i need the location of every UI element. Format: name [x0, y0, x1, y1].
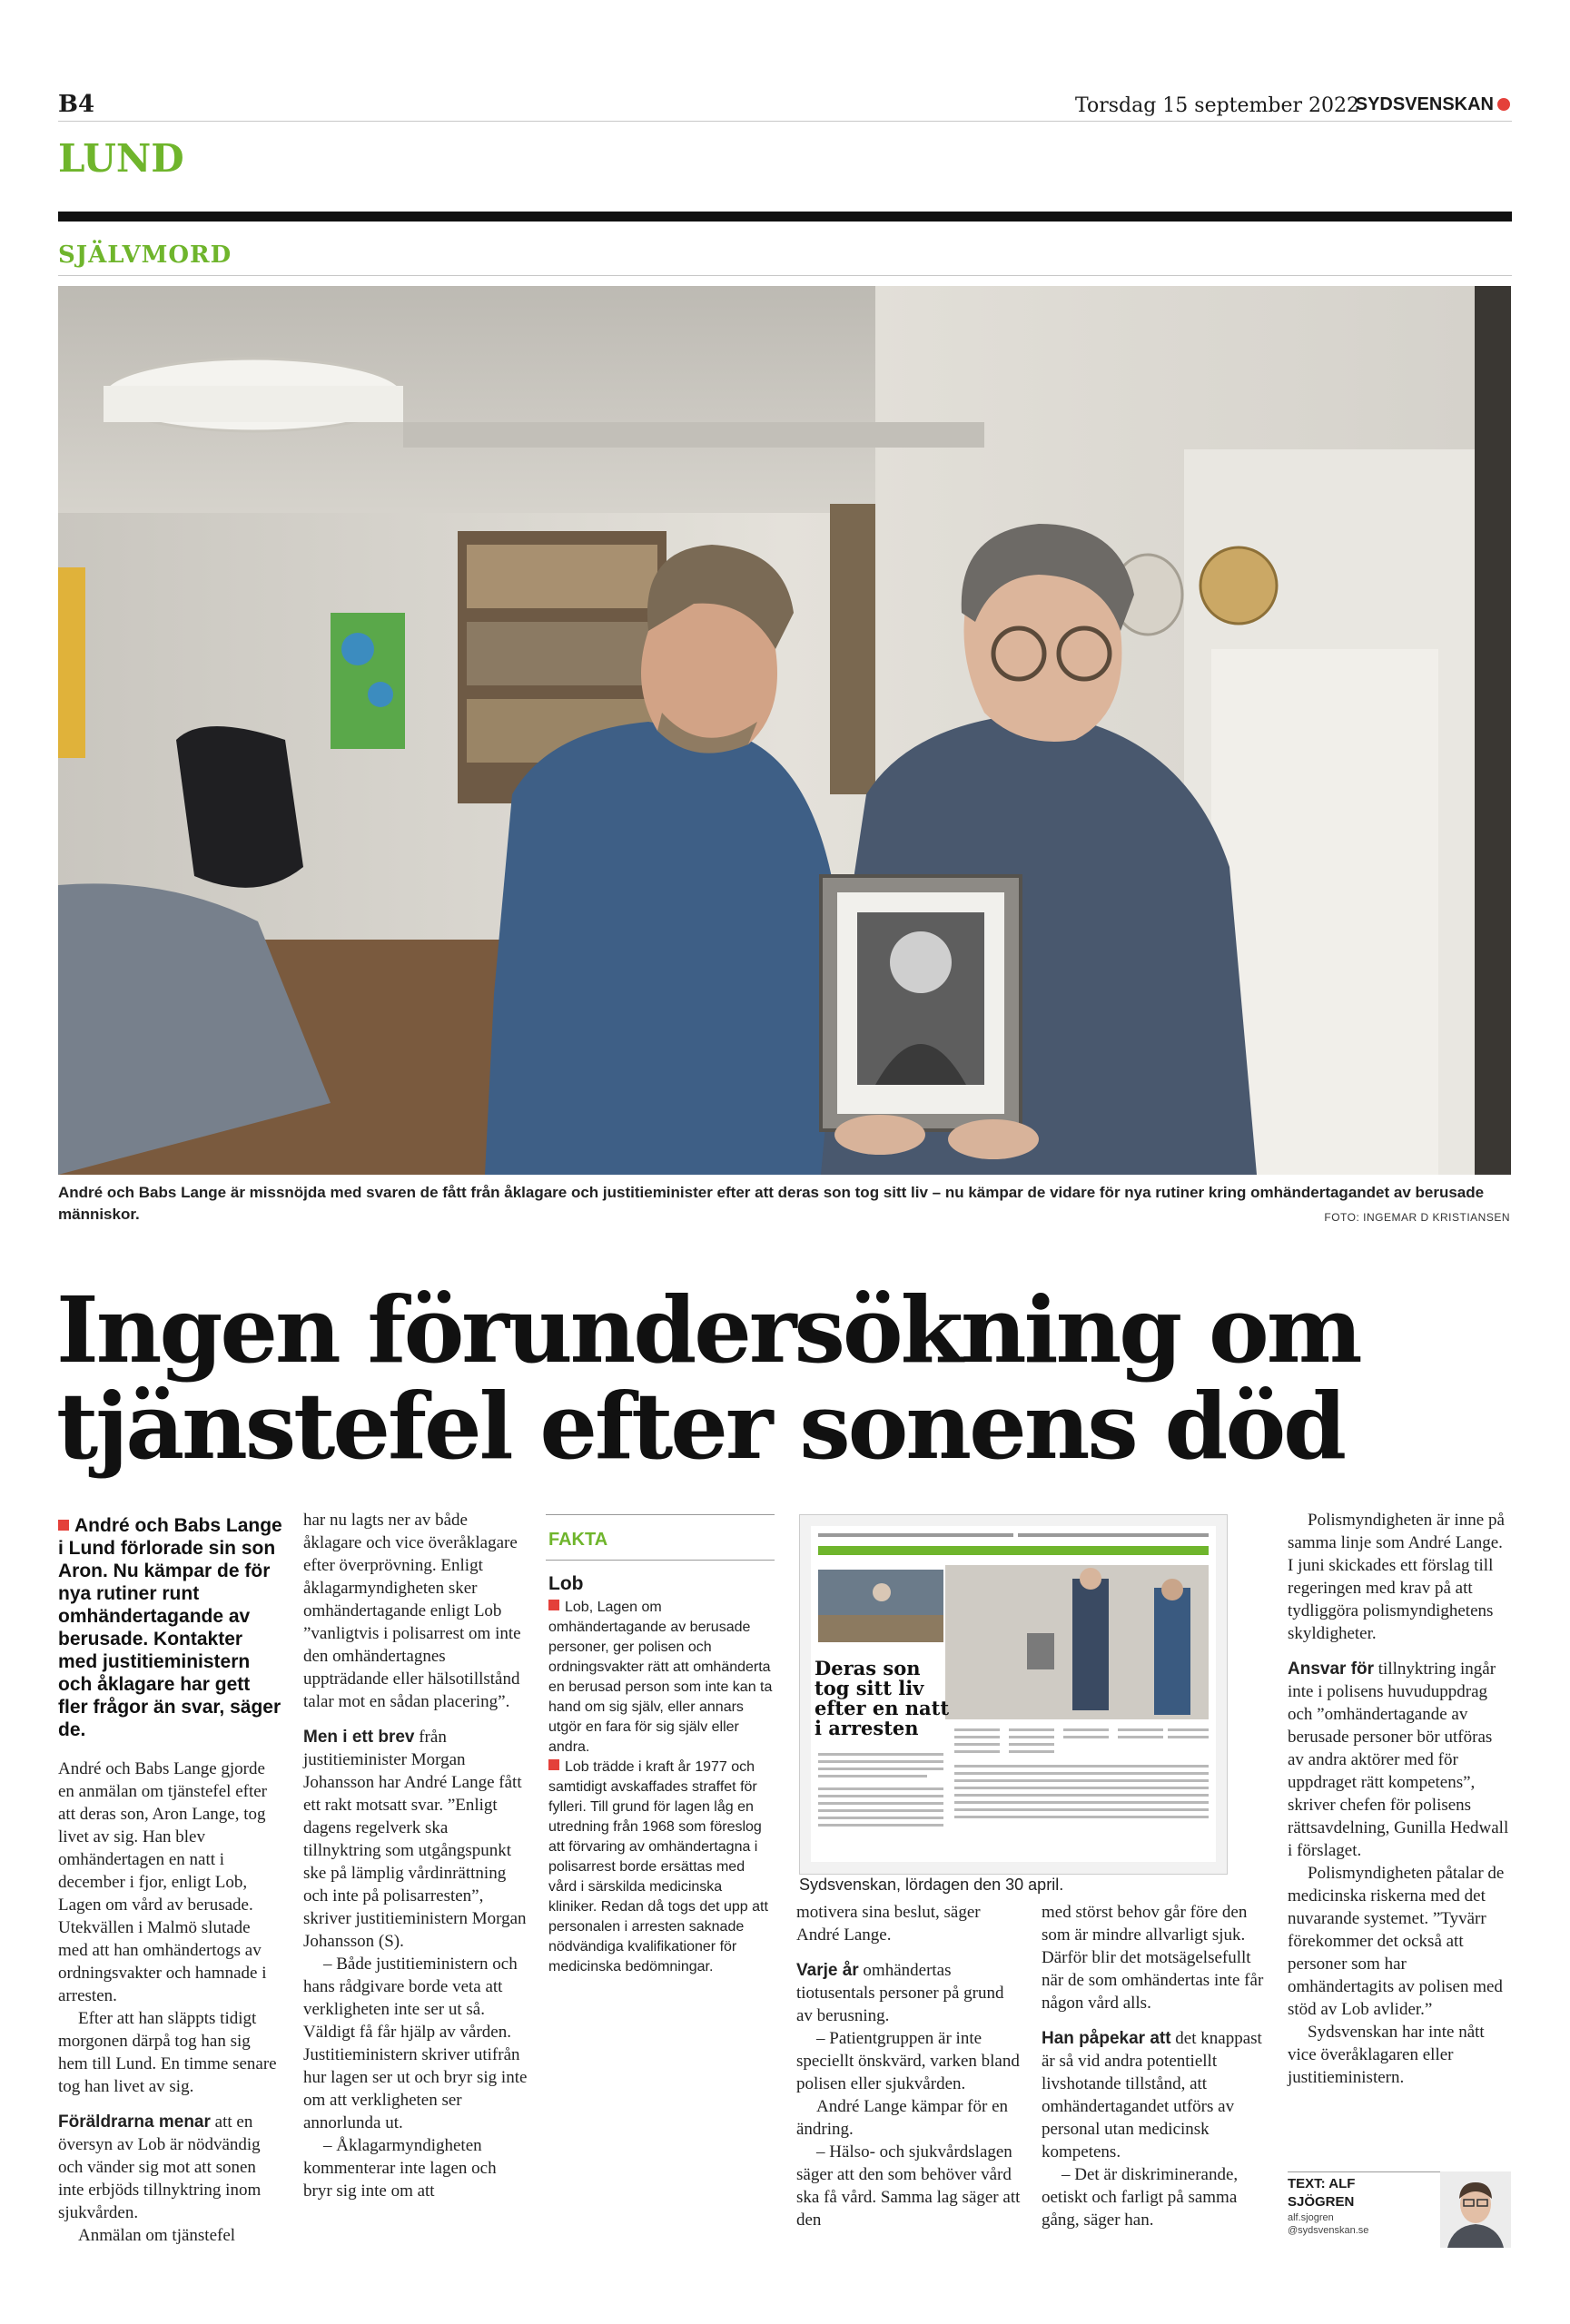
body-paragraph: Sydsvenskan har inte nått vice överåklagaren eller justitieministern. — [1288, 2023, 1485, 2087]
earlier-article-thumbnail — [799, 1514, 1228, 1875]
body-paragraph: Varje år omhändertas tiotusentals personer på grund av berusning. — [796, 1961, 1004, 2025]
main-photo-illustration — [58, 286, 1511, 1175]
publication-date: Torsdag 15 september 2022 — [1075, 94, 1359, 117]
headline — [56, 1276, 1527, 1480]
photo-credit: FOTO: INGEMAR D KRISTIANSEN — [1324, 1211, 1510, 1224]
article-column-5 — [1288, 1509, 1511, 2089]
bullet-square-icon — [548, 1600, 559, 1610]
body-paragraph: har nu lagts ner av både åklagare och vice överåklagare efter överprövning. Enligt åklagarmyndigheten sker omhändertagande enligt Lob ”vanligtvis i polisarrest om inte den omhändertagnes uppträdande eller hälsotillstånd talar mot en sådan placering”. — [303, 1511, 521, 1711]
byline — [1288, 2175, 1511, 2237]
article-column-2 — [303, 1509, 528, 2202]
body-paragraph: Ansvar för tillnyktring ingår inte i polisens huvuduppdrag och ”omhändertagande av berusade personer bör utföras av andra aktörer med för uppdraget rätt kompetens”, skriver chefen för polisens rättsavdelning, Gunilla Hedwall i förslaget. — [1288, 1659, 1509, 1860]
fakta-title: Lob — [548, 1573, 584, 1594]
byline-email-line-1: alf.sjogren — [1288, 2212, 1334, 2223]
body-paragraph: – Patientgruppen är inte speciellt önskvärd, varken bland polisen eller sjukvården. — [796, 2029, 1020, 2093]
fakta-item: Lob, Lagen om omhändertagande av berusade personer, ger polisen och ordningsvakter rätt att omhänderta en berusad person som inte kan ta hand om sig själv, eller annars utgör en fara för sig själv eller andra. — [548, 1600, 773, 1755]
fakta-body — [548, 1598, 774, 1977]
header-rule — [58, 121, 1512, 122]
article-column-1 — [58, 1514, 283, 2247]
body-paragraph: Polismyndigheten är inne på samma linje som André Lange. I juni skickades ett förslag till regeringen med krav på att tydliggöra polismyndighetens skyldigheter. — [1288, 1511, 1505, 1643]
article-column-3 — [796, 1901, 1022, 2231]
main-photo — [58, 286, 1511, 1175]
brand-logo — [1356, 94, 1510, 115]
section-rule — [58, 212, 1512, 222]
body-paragraph: med störst behov går före den som är mindre allvarligt sjuk. Därför blir det motsägelsefullt när de som omhändertas inte får någon vård alls. — [1042, 1903, 1264, 2013]
body-paragraph: André Lange kämpar för en ändring. — [796, 2097, 1009, 2139]
body-paragraph: – Hälso- och sjukvårdslagen säger att den som behöver vård ska få vård. Samma lag säger att den — [796, 2142, 1021, 2230]
section-title: LUND — [58, 136, 184, 181]
headline-line-1: Ingen förundersökning om — [56, 1276, 1360, 1384]
fakta-mid-rule — [546, 1560, 775, 1561]
fakta-label: FAKTA — [548, 1530, 608, 1550]
body-paragraph: – Åklagarmyndigheten kommenterar inte lagen och bryr sig inte om att — [303, 2136, 497, 2201]
bullet-square-icon — [58, 1520, 69, 1531]
fakta-item: Lob trädde i kraft år 1977 och samtidigt avskaffades straffet för fylleri. Till grund för lagen låg en utredning från 1968 som föreslog att förvaring av omhändertagna i polisarrest borde ersättas med vård i särskilda medicinska kliniker. Redan då togs det upp att personalen i arresten saknade nödvändiga kvalifikationer för medicinska bedömningar. — [548, 1759, 768, 1974]
brand-dot-icon — [1497, 98, 1510, 111]
body-paragraph: Anmälan om tjänstefel — [78, 2226, 236, 2245]
body-paragraph: Han påpekar att det knappast är så vid andra potentiellt livshotande tillstånd, att omhändertagandet utförs av personal utan medicinsk kompetens. — [1042, 2029, 1262, 2162]
body-paragraph: Efter att han släppts tidigt morgonen därpå tog han sig hem till Lund. En timme senare tog han livet av sig. — [58, 2009, 277, 2096]
brand-name: SYDSVENSKAN — [1355, 94, 1494, 114]
body-paragraph: Föräldrarna menar att en översyn av Lob är nödvändig och vänder sig mot att sonen inte erbjöds tillnyktring inom sjukvården. — [58, 2112, 262, 2222]
body-paragraph: Men i ett brev från justitieminister Morgan Johansson har André Lange fått ett rakt motsatt svar. ”Enligt dagens regelverk ska tillnyktring som utgångspunkt ske på lämplig vårdinrättning och inte på polisarresten”, skriver justitieministern Morgan Johansson (S). — [303, 1728, 527, 1951]
kicker-rule — [58, 275, 1512, 276]
body-paragraph: – Det är diskriminerande, oetiskt och farligt på samma gång, säger han. — [1042, 2165, 1239, 2230]
lead-paragraph: André och Babs Lange i Lund förlorade sin son Aron. Nu kämpar de för nya rutiner runt omhändertagande av berusade. Kontakter med justitieministern och åklagare har gett fler frågor än svar, säger de. — [58, 1515, 282, 1740]
page-number: B4 — [58, 91, 95, 118]
article-column-4 — [1042, 1901, 1267, 2231]
kicker: SJÄLVMORD — [58, 241, 232, 269]
earlier-article-caption: Sydsvenskan, lördagen den 30 april. — [799, 1876, 1064, 1894]
body-paragraph: Polismyndigheten påtalar de medicinska riskerna med det nuvarande systemet. ”Tyvärr förekommer det också att personer som har omhändertagits av polisen med stöd av Lob avlider.” — [1288, 1864, 1505, 2019]
author-avatar — [1440, 2171, 1511, 2248]
byline-name-line-2: SJÖGREN — [1288, 2194, 1355, 2210]
byline-email-line-2: @sydsvenskan.se — [1288, 2225, 1369, 2236]
headline-line-2: tjänstefel efter sonens död — [56, 1373, 1345, 1480]
photo-caption: André och Babs Lange är missnöjda med svaren de fått från åklagare och justitieminister efter att deras son tog sitt liv – nu kämpar de vidare för nya rutiner kring omhändertagandet av berusade människor. — [58, 1184, 1485, 1223]
body-paragraph: André och Babs Lange gjorde en anmälan om tjänstefel efter att deras son, Aron Lange, tog livet av sig. Han blev omhändertagen en natt i december i fjor, enligt Lob, Lagen om vård av berusade. Utekvällen i Malmö slutade med att han omhändertogs av ordningsvakter och hamnade i arresten. — [58, 1759, 268, 2005]
body-paragraph: motivera sina beslut, säger André Lange. — [796, 1903, 981, 1945]
byline-name-line-1: TEXT: ALF — [1288, 2176, 1356, 2191]
fakta-top-rule — [546, 1514, 775, 1515]
bullet-square-icon — [548, 1759, 559, 1770]
body-paragraph: – Både justitieministern och hans rådgivare borde veta att verkligheten inte ser ut så. Väldigt få får hjälp av vården. Justitieministern skriver utifrån hur lagen ser ut och bryr sig inte om att verkligheten ser annorlunda ut. — [303, 1955, 528, 2132]
earlier-article-headline: Deras son tog sitt liv efter en natt i arresten — [815, 1657, 950, 1739]
